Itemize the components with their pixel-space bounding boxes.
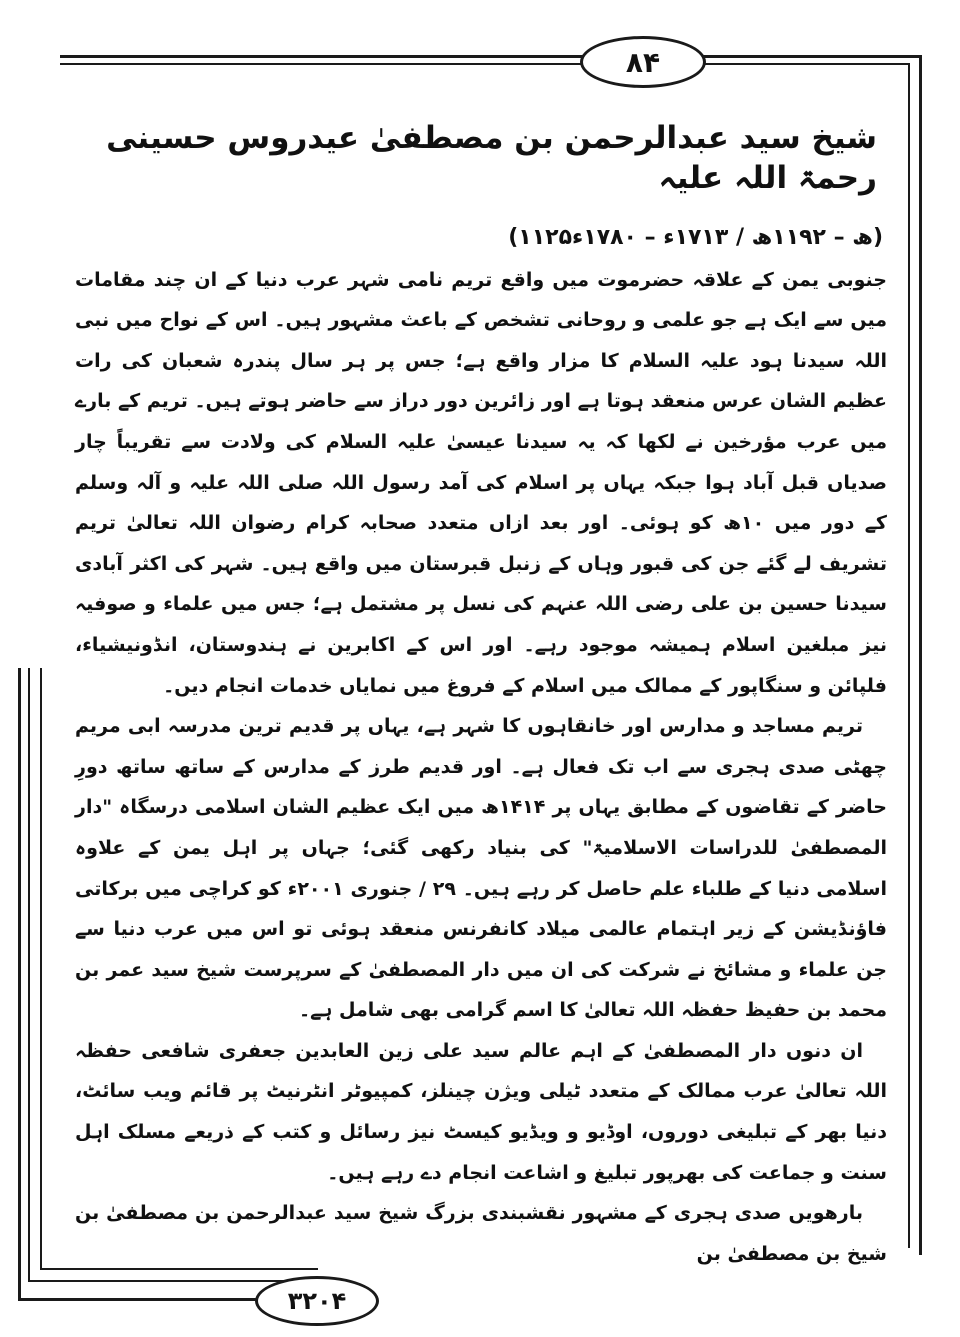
frame-left-outer-line [18, 668, 21, 1300]
bottom-page-number: ۳۲۰۴ [255, 1276, 379, 1326]
date-range: (۱۱۲۵ھ – ۱۱۹۲ھ / ۱۷۱۳ء – ۱۷۸۰ء) [508, 224, 883, 250]
frame-right-inner-line [908, 63, 910, 1248]
page-content [75, 118, 887, 1274]
frame-left-inner-line [40, 668, 42, 1268]
paragraph-1: جنوبی یمن کے علاقہ حضرموت میں واقع تریم نامی شہر عرب دنیا کے ان چند مقامات میں سے ایک ہے جو علمی و روحانی تشخص کے باعث مشہور ہیں۔ اس کے نواح میں نبی اللہ سیدنا ہود علیہ السلام کا مزار واقع ہے؛ جس پر ہر سال پندرہ شعبان کی رات عظیم الشان عرس منعقد ہوتا ہے اور زائرین دور دراز سے حاضر ہوتے ہیں۔ تریم کے بارے میں عرب مؤرخین نے لکھا کہ یہ سیدنا عیسیٰ علیہ السلام کی ولادت سے تقریباً چار صدیاں قبل آباد ہوا جبکہ یہاں پر اسلام کی آمد رسول اللہ صلی اللہ علیہ و آلہ وسلم کے دور میں ۱۰ھ کو ہوئی۔ اور بعد ازاں متعدد صحابہ کرام رضوان اللہ تعالیٰ تریم تشریف لے گئے جن کی قبور وہاں کے زنبل قبرستان میں واقع ہیں۔ شہر کی اکثر آبادی سیدنا حسین بن علی رضی اللہ عنہم کی نسل پر مشتمل ہے؛ جس میں علماء و صوفیہ نیز مبلغین اسلام ہمیشہ موجود رہے۔ اور اس کے اکابرین نے ہندوستان، انڈونیشیاء، فلپائن و سنگاپور کے ممالک میں اسلام کے فروغ میں نمایاں خدمات انجام دیں۔ [75, 268, 887, 697]
frame-top-outer-line [60, 55, 922, 58]
paragraph-3: ان دنوں دار المصطفیٰ کے اہم عالم سید علی زین العابدین جعفری شافعی حفظہ اللہ تعالیٰ عرب ممالک کے متعدد ٹیلی ویژن چینلز، کمپیوٹر انٹرنیٹ پر قائم ویب سائٹ، دنیا بھر کے تبلیغی دوروں، اوڈیو و ویڈیو کیسٹ نیز رسائل و کتب کے ذریعے مسلک اہل سنت و جماعت کی بھرپور تبلیغ و اشاعت انجام دے رہے ہیں۔ [75, 1039, 887, 1184]
top-page-number: ۸۴ [580, 36, 706, 88]
paragraph-4: بارھویں صدی ہجری کے مشہور نقشبندی بزرگ شیخ سید عبدالرحمن بن مصطفیٰ بن شیخ بن مصطفیٰ بن [75, 1202, 887, 1265]
frame-top-inner-line [60, 63, 910, 65]
paragraph-2: تریم مساجد و مدارس اور خانقاہوں کا شہر ہے، یہاں پر قدیم ترین مدرسہ ابی مریم چھٹی صدی ہجری سے اب تک فعال ہے۔ اور قدیم طرز کے مدارس کے ساتھ ساتھ دورِ حاضر کے تقاضوں کے مطابق یہاں پر ۱۴۱۴ھ میں ایک عظیم الشان اسلامی درسگاہ "دار المصطفیٰ للدراسات الاسلامیۃ" کی بنیاد رکھی گئی؛ جہاں پر اہل یمن کے علاوہ اسلامی دنیا کے طلباء علم حاصل کر رہے ہیں۔ ۲۹ / جنوری ۲۰۰۱ء کو کراچی میں برکاتی فاؤنڈیشن کے زیر اہتمام عالمی میلاد کانفرنس منعقد ہوئی تو اس میں عرب دنیا سے جن علماء و مشائخ نے شرکت کی ان میں دار المصطفیٰ کے سرپرست شیخ سید عمر بن محمد بن حفیظ حفظہ اللہ تعالیٰ کا اسم گرامی بھی شامل ہے۔ [75, 715, 888, 1022]
frame-left-middle-line [28, 668, 30, 1280]
frame-right-outer-line [919, 55, 922, 1255]
page-title: شیخ سید عبدالرحمن بن مصطفیٰ عیدروس حسینی رحمۃ اللہ علیہ [106, 120, 877, 197]
